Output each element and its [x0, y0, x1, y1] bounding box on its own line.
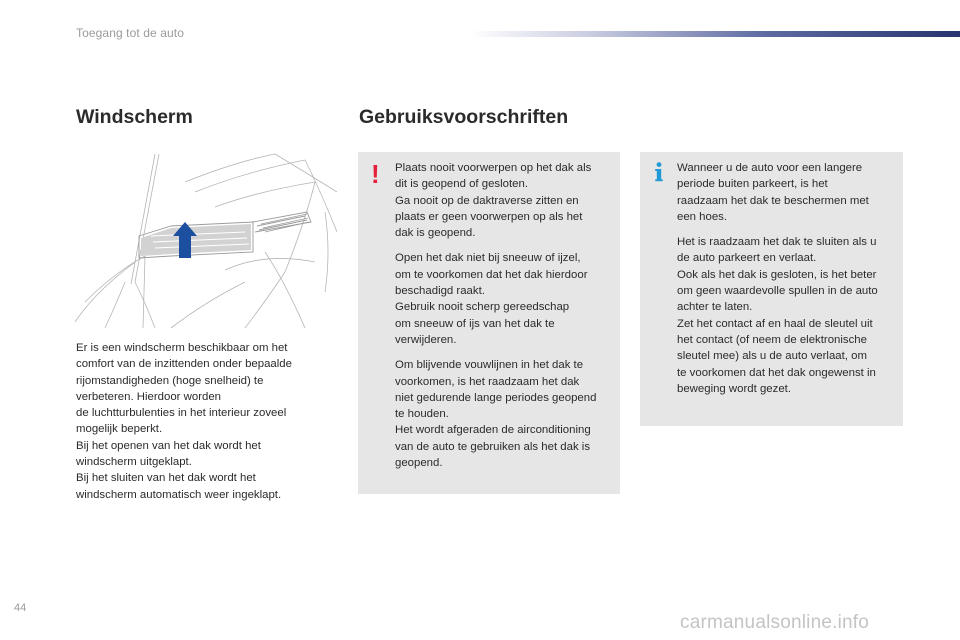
- body-line: dit is geopend of gesloten.: [395, 178, 528, 191]
- windscherm-heading: Windscherm: [76, 106, 193, 128]
- body-line: sleutel mee) als u de auto verlaat, om: [677, 350, 867, 363]
- body-line: Om blijvende vouwlijnen in het dak te: [395, 359, 584, 372]
- windscherm-description: [76, 340, 326, 503]
- body-line: voorkomen, is het raadzaam het dak: [395, 375, 580, 388]
- info-paragraph: [677, 234, 899, 397]
- body-line: om geen waardevolle spullen in de auto: [677, 285, 878, 298]
- body-line: windscherm automatisch weer ingeklapt.: [76, 488, 282, 501]
- warning-text: [395, 160, 615, 480]
- body-line: om sneeuw of ijs van het dak te: [395, 317, 555, 330]
- info-box: [640, 152, 903, 426]
- warning-paragraph: [395, 250, 615, 348]
- info-text: [677, 160, 899, 406]
- body-line: achter te laten.: [677, 301, 753, 314]
- body-line: Gebruik nooit scherp gereedschap: [395, 301, 570, 314]
- exclamation-icon: !: [371, 159, 380, 189]
- body-line: Open het dak niet bij sneeuw of ijzel,: [395, 252, 581, 265]
- warning-box: [358, 152, 620, 494]
- body-line: Ook als het dak is gesloten, is het beter: [677, 268, 877, 281]
- body-line: comfort van de inzittenden onder bepaalde: [76, 358, 292, 371]
- body-line: van de auto te gebruiken als het dak is: [395, 440, 591, 453]
- body-line: Het is raadzaam het dak te sluiten als u: [677, 236, 877, 249]
- info-paragraph: [677, 160, 899, 225]
- header-gradient-bar: [470, 31, 960, 37]
- body-line: Wanneer u de auto voor een langere: [677, 162, 863, 174]
- body-line: windscherm uitgeklapt.: [76, 456, 192, 469]
- body-line: Ga nooit op de daktraverse zitten en: [395, 194, 579, 207]
- warning-paragraph: [395, 357, 615, 471]
- body-line: dak is geopend.: [395, 227, 476, 240]
- body-line: Er is een windscherm beschikbaar om het: [76, 342, 288, 354]
- body-line: Bij het openen van het dak wordt het: [76, 439, 261, 452]
- usage-rules-heading: Gebruiksvoorschriften: [359, 106, 569, 128]
- body-line: Bij het sluiten van het dak wordt het: [76, 472, 256, 485]
- body-line: niet gedurende lange periodes geopend: [395, 391, 597, 404]
- body-line: de auto parkeert en verlaat.: [677, 252, 817, 265]
- body-line: rijomstandigheden (hoge snelheid) te: [76, 374, 264, 387]
- body-line: verwijderen.: [395, 333, 457, 346]
- body-line: Zet het contact af en haal de sleutel uit: [677, 317, 873, 330]
- body-line: verbeteren. Hierdoor worden: [76, 390, 221, 403]
- watermark-text: carmanualsonline.info: [680, 612, 870, 633]
- body-line: Plaats nooit voorwerpen op het dak als: [395, 162, 592, 174]
- body-line: mogelijk beperkt.: [76, 423, 163, 436]
- body-line: te voorkomen dat het dak ongewenst in: [677, 366, 876, 379]
- body-line: periode buiten parkeert, is het: [677, 178, 828, 191]
- body-line: Het wordt afgeraden de airconditioning: [395, 424, 591, 437]
- body-line: de luchtturbulenties in het interieur zoveel: [76, 407, 287, 420]
- body-line: te houden.: [395, 408, 449, 421]
- body-line: beschadigd raakt.: [395, 285, 485, 298]
- body-line: om te voorkomen dat het dak hierdoor: [395, 268, 588, 281]
- body-line: beweging wordt gezet.: [677, 382, 791, 395]
- body-line: plaats er geen voorwerpen op als het: [395, 210, 583, 223]
- page-number: 44: [14, 602, 27, 614]
- section-title: Toegang tot de auto: [76, 26, 184, 40]
- warning-paragraph: [395, 160, 615, 241]
- info-icon: [654, 162, 664, 182]
- body-line: het contact (of neem de elektronische: [677, 333, 867, 346]
- body-line: een hoes.: [677, 210, 728, 223]
- body-line: raadzaam het dak te beschermen met: [677, 194, 869, 207]
- body-line: geopend.: [395, 457, 443, 470]
- windscreen-illustration: [75, 152, 337, 330]
